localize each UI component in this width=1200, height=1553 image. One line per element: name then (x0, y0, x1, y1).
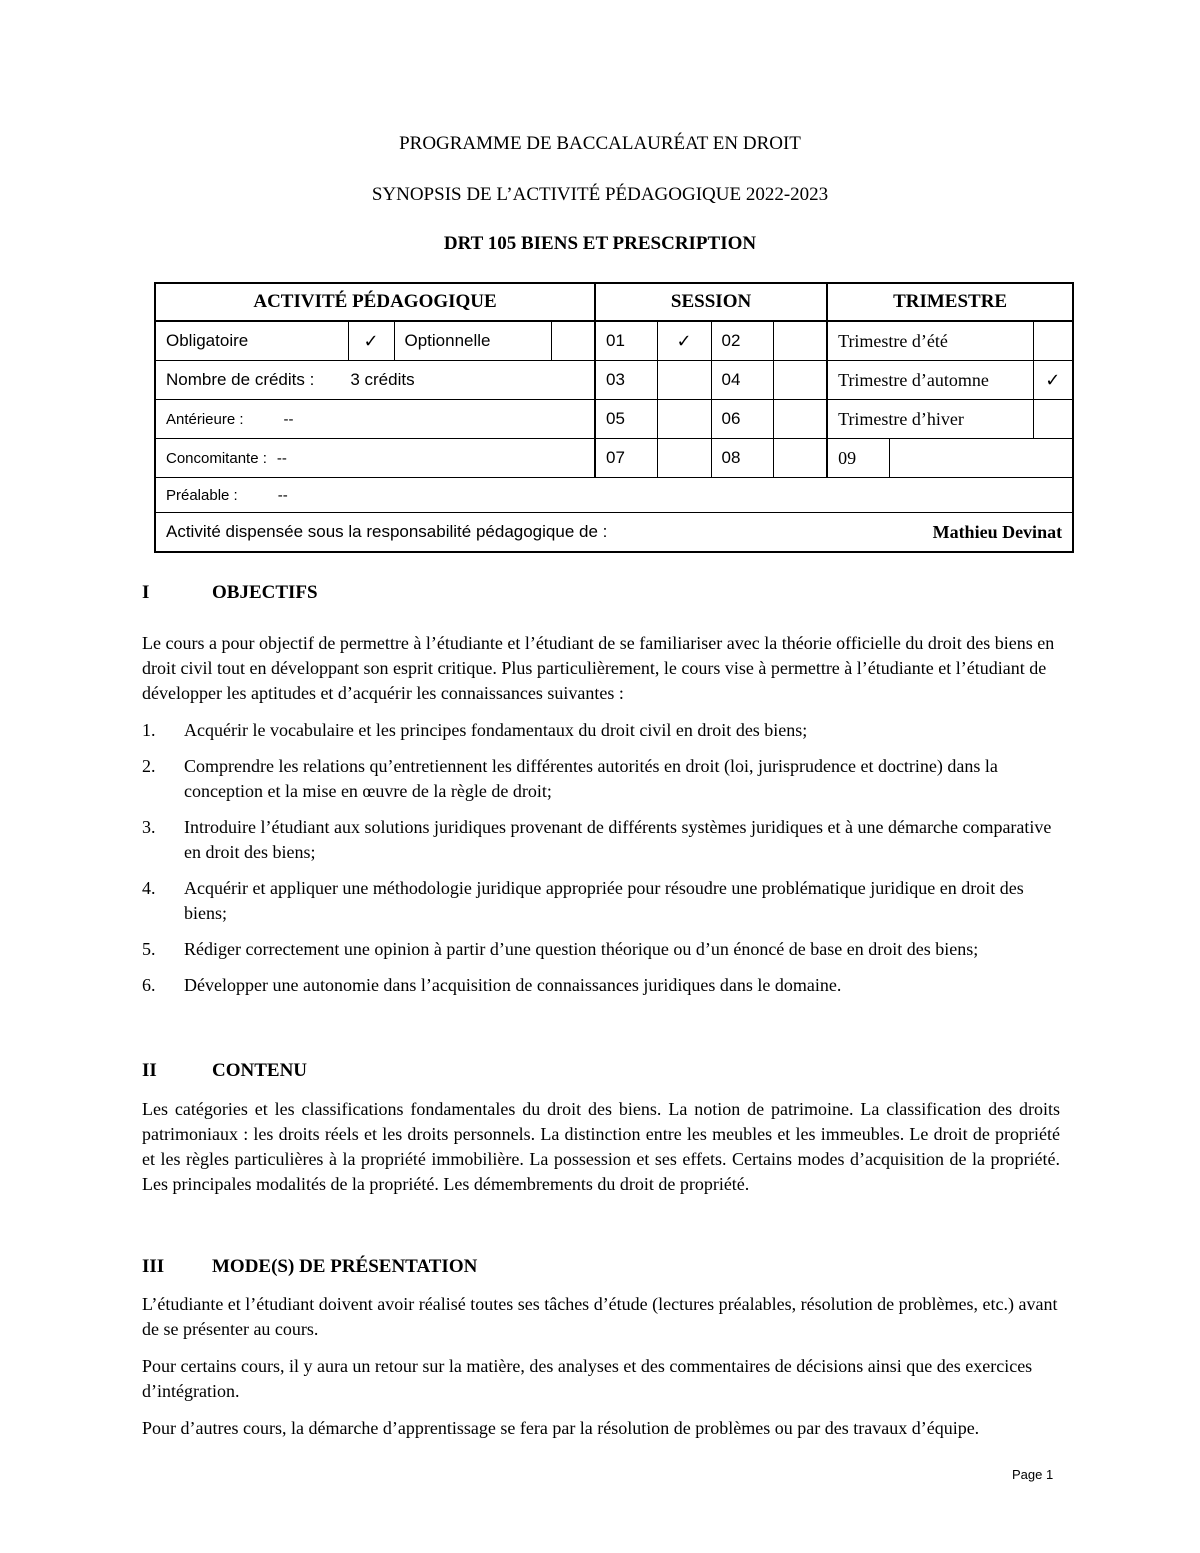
section-number: III (142, 1256, 165, 1277)
session-code: 06 (711, 400, 773, 439)
prealable-label: Préalable : (166, 486, 238, 504)
list-number: 3. (142, 817, 156, 837)
list-number: 1. (142, 720, 156, 740)
session-code: 09 (827, 439, 889, 478)
session-checkbox (773, 321, 827, 361)
list-text: Rédiger correctement une opinion à partir d’une question théorique ou d’un énoncé de base en droit des biens; (184, 939, 979, 959)
objectifs-intro: Le cours a pour objectif de permettre à l’étudiante et l’étudiant de se familiariser avec la théorie officielle du droit des biens en droit civil tout en développant son esprit critique. Plus particulièrement, le cours vise à permettre à l’étudiante et l’étudiant de développer les aptitudes et d’acquérir les connaissances suivantes : (142, 633, 1055, 703)
presentation-paragraph: Pour d’autres cours, la démarche d’apprentissage se fera par la résolution de problèmes ou par des travaux d’équipe. (142, 1418, 980, 1438)
list-number: 5. (142, 939, 156, 959)
course-info-table (154, 282, 1074, 553)
term-label: Trimestre d’automne (827, 361, 1033, 400)
header-activity: ACTIVITÉ PÉDAGOGIQUE (155, 283, 595, 321)
term-checkbox (1033, 400, 1073, 439)
responsibility-label: Activité dispensée sous la responsabilité pédagogique de : (166, 521, 608, 541)
presentation-paragraph: Pour certains cours, il y aura un retour sur la matière, des analyses et des commentaires de décisions ainsi que des exercices d’intégration. (142, 1356, 1033, 1401)
section-heading-presentation (142, 1256, 477, 1278)
objectives-list (142, 718, 1060, 1009)
list-text: Introduire l’étudiant aux solutions juridiques provenant de différents systèmes juridiques et à une démarche comparative en droit des biens; (184, 817, 1052, 862)
session-checkbox (773, 439, 827, 478)
list-text: Acquérir et appliquer une méthodologie juridique appropriée pour résoudre une problématique juridique en droit des biens; (184, 878, 1024, 923)
session-code: 01 (595, 321, 657, 361)
list-item (142, 754, 1060, 804)
list-text: Développer une autonomie dans l’acquisition de connaissances juridiques dans le domaine. (184, 975, 842, 995)
synopsis-title: SYNOPSIS DE L’ACTIVITÉ PÉDAGOGIQUE 2022-2023 (371, 184, 829, 205)
session-code: 02 (711, 321, 773, 361)
anterieure-label: Antérieure : (166, 410, 244, 428)
credits-cell (155, 361, 595, 400)
header-term: TRIMESTRE (827, 283, 1073, 321)
session-checkbox (657, 439, 711, 478)
concomitante-value: -- (276, 449, 287, 467)
anterieure-value: -- (283, 410, 294, 428)
optionnelle-label: Optionnelle (394, 321, 551, 361)
section-heading-contenu (142, 1060, 307, 1082)
credits-label: Nombre de crédits : (166, 370, 315, 389)
credits-value: 3 crédits (350, 370, 415, 389)
session-checkbox (773, 400, 827, 439)
list-item (142, 815, 1060, 865)
list-item (142, 973, 1060, 998)
prealable-cell (155, 478, 1073, 513)
obligatoire-check-icon: ✓ (348, 321, 394, 361)
header-session: SESSION (595, 283, 827, 321)
concomitante-label: Concomitante : (166, 449, 267, 467)
list-text: Acquérir le vocabulaire et les principes fondamentaux du droit civil en droit des biens; (184, 720, 808, 740)
optionnelle-checkbox (551, 321, 595, 361)
list-number: 6. (142, 975, 156, 995)
session-code: 04 (711, 361, 773, 400)
session-checkbox (657, 361, 711, 400)
section-number: I (142, 582, 150, 603)
session-code: 08 (711, 439, 773, 478)
list-number: 4. (142, 878, 156, 898)
obligatoire-label: Obligatoire (155, 321, 348, 361)
session-code: 07 (595, 439, 657, 478)
list-item (142, 937, 1060, 962)
session-checkbox (657, 400, 711, 439)
list-item (142, 718, 1060, 743)
term-checkbox (1033, 321, 1073, 361)
section-title: MODE(S) DE PRÉSENTATION (212, 1256, 478, 1277)
session-check-icon: ✓ (657, 321, 711, 361)
section-title: OBJECTIFS (212, 582, 318, 603)
session-checkbox (773, 361, 827, 400)
section-number: II (142, 1060, 157, 1081)
section-heading-objectifs (142, 582, 318, 604)
list-item (142, 876, 1060, 926)
course-title: DRT 105 BIENS ET PRESCRIPTION (443, 233, 757, 254)
session-code: 03 (595, 361, 657, 400)
presentation-paragraph: L’étudiante et l’étudiant doivent avoir réalisé toutes ses tâches d’étude (lectures préalables, résolution de problèmes, etc.) avant de se présenter au cours. (142, 1294, 1058, 1339)
page-number: Page 1 (1012, 1467, 1054, 1482)
term-check-icon: ✓ (1033, 361, 1073, 400)
list-number: 2. (142, 756, 156, 776)
responsibility-cell (155, 513, 1073, 553)
prealable-value: -- (277, 486, 288, 504)
concomitante-cell (155, 439, 595, 478)
anterieure-cell (155, 400, 595, 439)
list-text: Comprendre les relations qu’entretiennent les différentes autorités en droit (loi, jurisprudence et doctrine) dans la conception et la mise en œuvre de la règle de droit; (184, 756, 998, 801)
term-label: Trimestre d’hiver (827, 400, 1033, 439)
responsible-name: Mathieu Devinat (932, 521, 1063, 542)
term-label: Trimestre d’été (827, 321, 1033, 361)
session-checkbox (889, 439, 1073, 478)
session-code: 05 (595, 400, 657, 439)
contenu-text: Les catégories et les classifications fondamentales du droit des biens. La notion de patrimoine. La classification des droits patrimoniaux : les droits réels et les droits personnels. La distinction entre les meubles et les immeubles. Le droit de propriété et les règles particulières à la propriété immobilière. La possession et ses effets. Certains modes d’acquisition de la propriété. Les principales modalités de la propriété. Les démembrements du droit de propriété. (142, 1099, 1060, 1194)
section-title: CONTENU (212, 1060, 308, 1081)
program-title: PROGRAMME DE BACCALAURÉAT EN DROIT (399, 133, 801, 154)
